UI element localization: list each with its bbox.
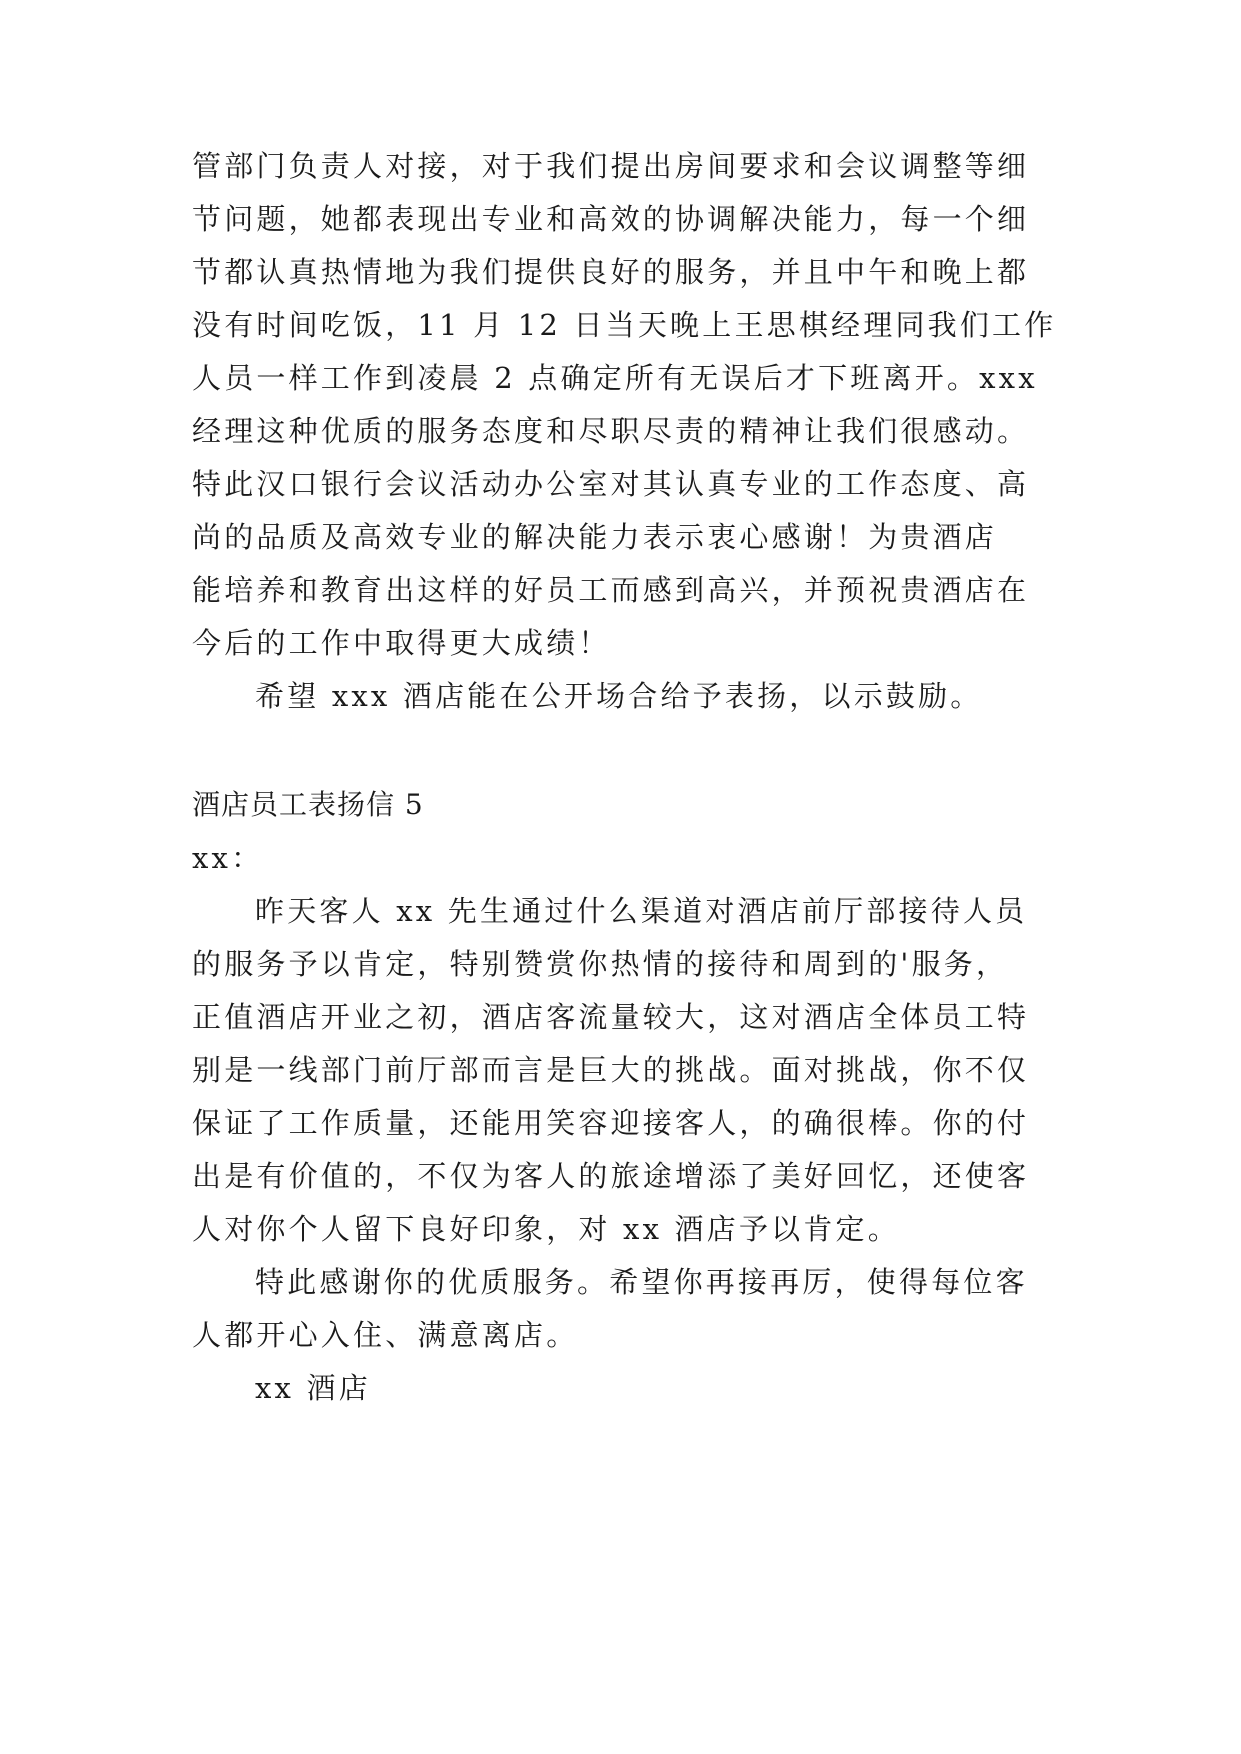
body-line: 出是有价值的，不仅为客人的旅途增添了美好回忆，还使客	[192, 1159, 1030, 1193]
body-line: 别是一线部门前厅部而言是巨大的挑战。面对挑战，你不仅	[192, 1053, 1030, 1087]
salutation: xx：	[192, 841, 264, 875]
signature: xx 酒店	[255, 1371, 371, 1405]
body-line: 特此汉口银行会议活动办公室对其认真专业的工作态度、高	[192, 467, 1030, 501]
body-line: 特此感谢你的优质服务。希望你再接再厉，使得每位客	[255, 1265, 1028, 1299]
body-line: 节问题，她都表现出专业和高效的协调解决能力，每一个细	[192, 202, 1030, 236]
body-line: 人都开心入住、满意离店。	[192, 1318, 579, 1352]
body-line: 正值酒店开业之初，酒店客流量较大，这对酒店全体员工特	[192, 1000, 1030, 1034]
body-line: 的服务予以肯定，特别赞赏你热情的接待和周到的'服务，	[192, 947, 1009, 981]
body-line: 能培养和教育出这样的好员工而感到高兴，并预祝贵酒店在	[192, 573, 1030, 607]
body-line: 今后的工作中取得更大成绩！	[192, 626, 611, 660]
body-line: 没有时间吃饭，11 月 12 日当天晚上王思棋经理同我们工作	[192, 308, 1057, 342]
body-line: 节都认真热情地为我们提供良好的服务，并且中午和晚上都	[192, 255, 1030, 289]
closing-line: 希望 xxx 酒店能在公开场合给予表扬，以示鼓励。	[255, 679, 983, 713]
section-title: 酒店员工表扬信 5	[192, 788, 424, 821]
body-line: 经理这种优质的服务态度和尽职尽责的精神让我们很感动。	[192, 414, 1030, 448]
body-line: 尚的品质及高效专业的解决能力表示衷心感谢！为贵酒店	[192, 520, 998, 554]
body-line: 人对你个人留下良好印象，对 xx 酒店予以肯定。	[192, 1212, 900, 1246]
body-line: 人员一样工作到凌晨 2 点确定所有无误后才下班离开。xxx	[192, 361, 1038, 395]
body-line: 保证了工作质量，还能用笑容迎接客人，的确很棒。你的付	[192, 1106, 1030, 1140]
body-line: 管部门负责人对接，对于我们提出房间要求和会议调整等细	[192, 149, 1030, 183]
body-line: 昨天客人 xx 先生通过什么渠道对酒店前厅部接待人员	[255, 894, 1028, 928]
